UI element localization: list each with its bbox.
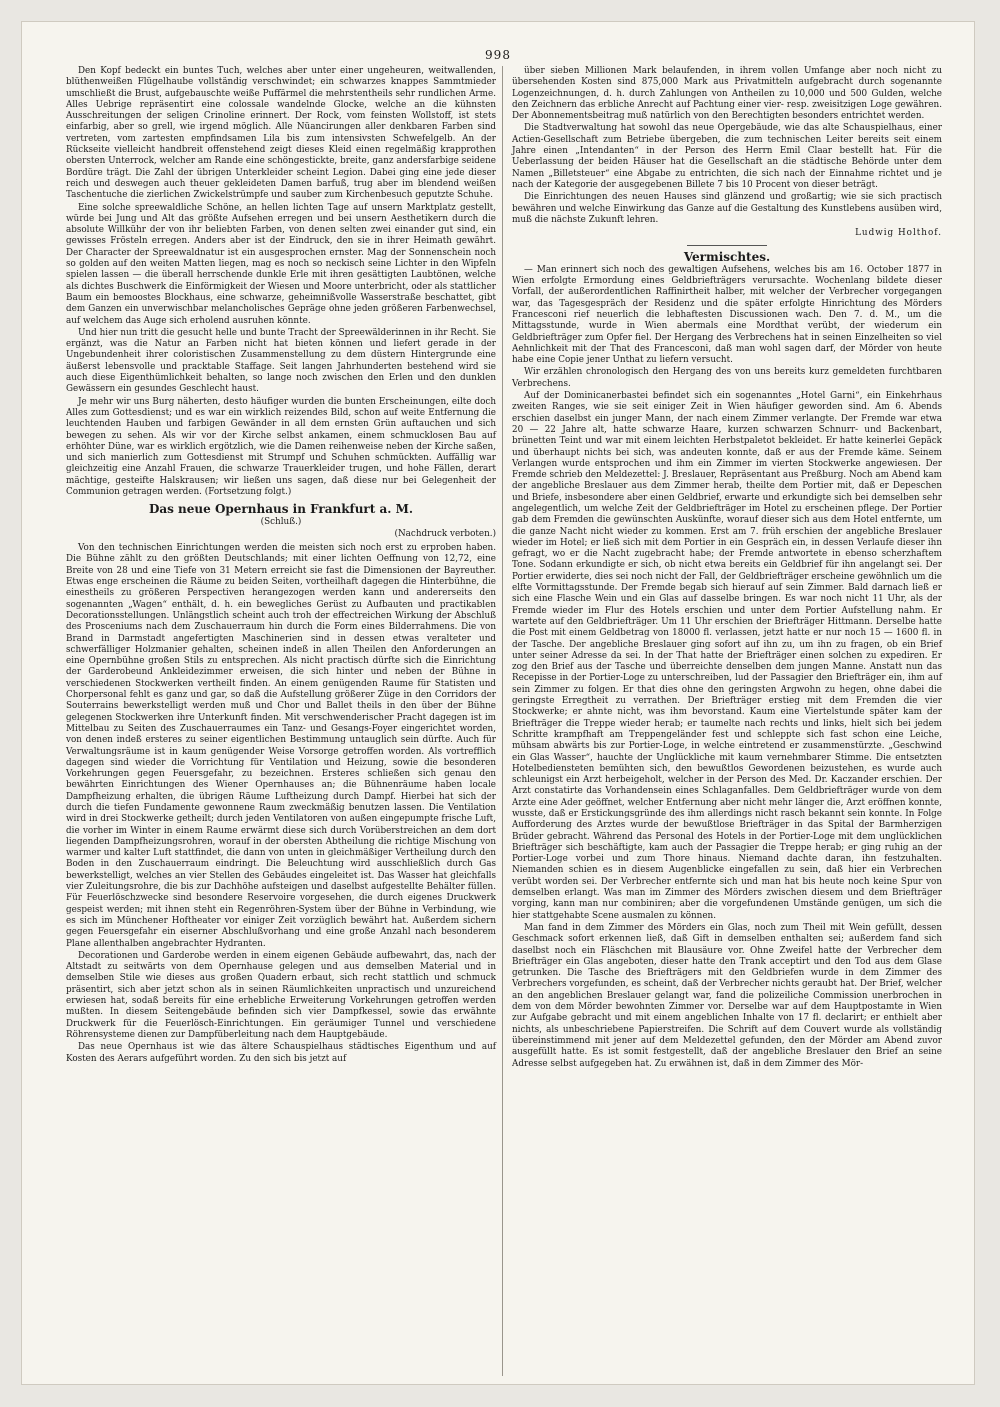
- newspaper-page: [22, 22, 974, 1384]
- paragraph: Die Einrichtungen des neuen Hauses sind glänzend und großartig; wie sie sich practisch bewähren und welche Einwirkung das Ganze auf die Gestaltung des Kunstlebens ausüben wird, muß die nächste Zukunft lehren.: [512, 192, 942, 225]
- page-number: 998: [485, 48, 511, 62]
- section-rule: [687, 245, 767, 246]
- paragraph: Decorationen und Garderobe werden in einem eigenen Gebäude aufbewahrt, das, nach der Altstadt zu seitwärts von dem Opernhause gelegen und aus demselben Material und in demselben Stile wie dieses aus großen Quadern erbaut, sich recht stattlich und schmuck präsentirt, sich aber jetzt schon als in seinen Räumlichkeiten unpractisch und unzureichend erwiesen hat, sodaß bereits für eine erhebliche Erweiterung Vorkehrungen getroffen werden mußten. In diesem Seitengebäude befinden sich vier Dampfkessel, sowie das erwähnte Druckwerk für die Feuerlösch-Einrichtungen. Ein geräumiger Tunnel und verschiedene Röhrensysteme dienen zur Dampfüberleitung nach dem Hauptgebäude.: [66, 950, 496, 1040]
- article-subtitle: (Schluß.): [260, 516, 302, 527]
- right-column: [512, 66, 942, 1071]
- paragraph: Die Stadtverwaltung hat sowohl das neue Opergebäude, wie das alte Schauspielhaus, einer Actien-Gesellschaft zum Betriebe übergeben, die zum technischen Leiter bereits seit einem Jahre einen „Intendanten“ in der Person des Herrn Emil Claar bestellt hat. Für die Ueberlassung der beiden Häuser hat die Gesellschaft an die städtische Behörde unter dem Namen „Billetsteuer“ eine Abgabe zu entrichten, die sich nach der Einnahme richtet und je nach der Kategorie der ausgegebenen Billete 7 bis 10 Procent von dieser beträgt.: [512, 123, 942, 190]
- column-divider: [502, 66, 503, 1376]
- article-title: Das neue Opernhaus in Frankfurt a. M.: [148, 502, 414, 517]
- paragraph: Von den technischen Einrichtungen werden die meisten sich noch erst zu erproben haben. Die Bühne zählt zu den größten Deutschlands; mit einer lichten Oeffnung von 12,72, eine Breite von 28 und eine Tiefe von 31 Metern erreicht sie fast die Dimensionen der Bayreuther. Etwas enge erscheinen die Räume zu beiden Seiten, vortheilhaft dagegen die Hinterbühne, die einestheils zu größeren Perspectiven herangezogen werden kann und andererseits den sogenannten „Wagen“ enthält, d. h. ein bewegliches Gerüst zu Aufbauten und practikablen Decorationsstellungen. Unlängstlich scheint auch troh der effectreichen Wirkung der Abschluß des Prosceniums nach dem Zuschauerraum hin durch die Form eines Bilderrahmens. Die von Brand in Darmstadt angefertigten Maschinerien sind in dessen etwas veralteter und schwerfälliger Holzmanier gehalten, scheinen indeß in allen Theilen den Anforderungen an eine Opernbühne großen Stils zu entsprechen. Als nicht practisch dürfte sich die Einrichtung der Garderobeund Ankleidezimmer erweisen, die sich hinter und neben der Bühne in verschiedenen Stockwerken vertheilt finden. An einem genügenden Raume für Statisten und Chorpersonal fehlt es ganz und gar, so daß die Aufstellung größerer Züge in den Corridors der Souterrains bewerkstelligt werden muß und Chor und Ballet theils in den über der Bühne gelegenen Stockwerken ihre Unterkunft finden. Mit verschwenderischer Pracht dagegen ist im Mittelbau zu Seiten des Zuschauerraumes ein Tanz- und Gesangs-Foyer eingerichtet worden, von denen indeß ersteres zu seiner eigentlichen Bestimmung untauglich sein dürfte. Auch für Verwaltungsräume ist in kaum genügender Weise Vorsorge getroffen worden. Als vortrefflich dagegen sind wieder die Vorrichtung für Ventilation und Heizung, sowie die besonderen Vorkehrungen gegen Feuersgefahr, zu bezeichnen. Ersteres schließen sich genau den bewährten Einrichtungen des Wiener Opernhauses an; die Bühnenräume haben locale Dampfheizung erhalten, die übrigen Räume Luftheizung durch Dampf. Hierbei hat sich der durch die tiefen Fundamente gewonnene Raum zweckmäßig benutzen lassen. Die Ventilation wird in drei Stockwerke getheilt; durch jeden Ventilatoren von außen eingepumpte frische Luft, die vorher im Winter in einem Raume erwärmt diese sich durch Vorüberstreichen an dem dort liegenden Dampfheizungsrohren, worauf in der obersten Abtheilung die richtige Mischung von warmer und kalter Luft stattfindet, die dann von unten in gleichmäßiger Vertheilung durch den Boden in den Zuschauerraum eindringt. Die Beleuchtung wird ausschließlich durch Gas bewerkstelligt, welches an vier Stellen des Gebäudes eingeleitet ist. Das Wasser hat gleichfalls vier Zuleitungsrohre, die bis zur Dachhöhe aufsteigen und daselbst aufgestellte Behälter füllen. Für Feuerlöschzwecke sind besondere Reservoire vorgesehen, die durch eigenes Druckwerk gespeist werden; mit ihnen steht ein Regenröhren-System über der Bühne in Verbindung, wie es sich im Münchener Hoftheater vor einiger Zeit vorzüglich bewährt hat. Außerdem sichern gegen Feuersgefahr ein eiserner Abschlußvorhang und eine große Anzahl nach besonderem Plane allenthalben angebrachter Hydranten.: [66, 543, 496, 949]
- paragraph: Das neue Opernhaus ist wie das ältere Schauspielhaus städtisches Eigenthum und auf Kosten des Aerars aufgeführt worden. Zu den sich bis jetzt auf: [66, 1042, 496, 1064]
- paragraph: — Man erinnert sich noch des gewaltigen Aufsehens, welches bis am 16. October 1877 in Wien erfolgte Ermordung eines Geldbriefträgers verursachte. Wochenlang bildete dieser Vorfall, der außerordentlichen Raffinirtheit halber, mit welcher der Verbrecher vorgegangen war, das Tagesgespräch der Residenz und die später erfolgte Hinrichtung des Mörders Francesconi rief neuerlich die lebhaftesten Discussionen wach. Den 7. d. M., um die Mittagsstunde, wurde in Wien abermals eine Mordthat verübt, der wiederum ein Geldbriefträger zum Opfer fiel. Der Hergang des Verbrechens hat in seinen Einzelheiten so viel Aehnlichkeit mit der That des Francesconi, daß man wohl sagen darf, der Mörder von heute habe eine Copie jener Unthat zu liefern versucht.: [512, 264, 942, 366]
- left-column: [66, 66, 496, 1066]
- author-signature: Ludwig Holthof.: [855, 228, 942, 239]
- paragraph: Und hier nun tritt die gesucht helle und bunte Tracht der Spreewälderinnen in ihr Recht. Sie ergänzt, was die Natur an Farben nicht hat bieten können und liefert gerade in der Ungebundenheit ihrer coloristischen Zusammenstellung zu dem düstern Hintergrunde eine äußerst lebensvolle und pracktable Staffage. Seit langen Jahrhunderten bestehend wird sie auch diese Eigenthümlichkeit behalten, so lange noch zwischen den Erlen und den dunklen Gewässern ein gesundes Geschlecht haust.: [66, 327, 496, 395]
- paragraph: Den Kopf bedeckt ein buntes Tuch, welches aber unter einer ungeheuren, weitwallenden, blüthenweißen Flügelhaube vollständig verschwindet; ein schwarzes knappes Sammtmieder umschließt die Brust, aufgebauschte weiße Puffärmel die mehrstentheils sehr rundlichen Arme. Alles Uebrige repräsentirt eine colossale wandelnde Glocke, welche an die kühnsten Ausschreitungen der seligen Crinoline erinnert. Der Rock, vom feinsten Wollstoff, ist stets einfarbig, aber so grell, wie irgend möglich. Alle Nüancirungen aller denkbaren Farben sind vertreten, vom zartesten empfindsamen Lila bis zum intensivsten Schwefelgelb. An der Rückseite vielleicht handbreit offenstehend zeigt dieses Kleid einen regelmäßig krapprothen obersten Unterrock, welcher am Rande eine schöngestickte, breite, ganz andersfarbige seidene Bordüre trägt. Die Zahl der übrigen Unterkleider scheint Legion. Dabei ging eine jede dieser reich und deswegen auch theuer gekleideten Damen barfuß, trug aber im blendend weißen Taschentuche die zierlichen Zwickelstrümpfe und sauber zum Kirchenbesuch geputzte Schuhe.: [66, 66, 496, 201]
- article-note: (Nachdruck verboten.): [394, 528, 496, 539]
- paragraph: Je mehr wir uns Burg näherten, desto häufiger wurden die bunten Erscheinungen, eilte doch Alles zum Gottesdienst; und es war ein wirklich reizendes Bild, schon auf weite Entfernung die leuchtenden Hauben und farbigen Gewänder in all dem ernsten Grün auftauchen und sich bewegen zu sehen. Als wir vor der Kirche selbst ankamen, einem schmucklosen Bau auf erhöhter Düne, war es wirklich ergötzlich, wie die Damen reihenweise neben der Kirche saßen, und sich manierlich zum Gottesdienst mit Strumpf und Schuhen schmückten. Auffällig war gleichzeitig eine Anzahl Frauen, die schwarze Trauerkleider trugen, und hohe Fällen, derart mächtige, gesteifte Halskrausen; wir ließen uns sagen, daß diese nur bei Gelegenheit der Communion getragen werden. (Fortsetzung folgt.): [66, 396, 496, 497]
- section-title: Vermischtes.: [683, 250, 771, 265]
- paragraph: Man fand in dem Zimmer des Mörders ein Glas, noch zum Theil mit Wein gefüllt, dessen Geschmack sofort erkennen ließ, daß Gift in demselben enthalten sei; außerdem fand sich daselbst noch ein Fläschchen mit Blausäure vor. Ohne Zweifel hatte der Verbrecher dem Briefträger ein Glas angeboten, dieser hatte den Trank acceptirt und den Tod aus dem Glase getrunken. Die Tasche des Briefträgers mit den Geldbriefen wurde in dem Zimmer des Verbrechers vorgefunden, es scheint, daß der Verbrecher nichts geraubt hat. Der Brief, welcher an den angeblichen Breslauer gelangt war, fand die polizeiliche Commission unerbrochen in dem von dem Mörder bewohnten Zimmer vor. Derselbe war auf dem Hauptpostamte in Wien zur Aufgabe gebracht und mit einem angeblichen Inhalte von 17 fl. declarirt; er enthielt aber nichts, als unbeschriebene Papierstreifen. Die Schrift auf dem Couvert wurde als vollständig übereinstimmend mit jener auf dem Meldezettel gefunden, den der Mörder am Abend zuvor ausgefüllt hatte. Es ist somit festgestellt, daß der angebliche Breslauer den Brief an seine Adresse selbst aufgegeben hat. Zu erwähnen ist, daß in dem Zimmer des Mör-: [512, 922, 942, 1069]
- paragraph: Auf der Dominicanerbastei befindet sich ein sogenanntes „Hotel Garni“, ein Einkehrhaus zweiten Ranges, wie sie seit einiger Zeit in Wien häufiger geworden sind. Am 6. Abends erschien daselbst ein junger Mann, der nach einem Zimmer verlangte. Der Fremde war etwa 20 — 22 Jahre alt, hatte schwarze Haare, kurzen schwarzen Schnurr- und Backenbart, brünetten Teint und war mit einem leichten Herbstpaletot bekleidet. Er hatte keinerlei Gepäck und überhaupt nichts bei sich, was andeuten konnte, daß er aus der Fremde käme. Seinem Verlangen wurde entsprochen und ihm ein Zimmer im vierten Stockwerke angewiesen. Der Fremde schrieb den Meldezettel: J. Breslauer, Repräsentant aus Preßburg. Noch am Abend kam der angebliche Breslauer aus dem Zimmer herab, theilte dem Portier mit, daß er Depeschen und Briefe, insbesondere aber einen Geldbrief, erwarte und erkundigte sich bei demselben sehr angelegentlich, um welche Zeit der Geldbriefträger im Hotel zu erscheinen pflege. Der Portier gab dem Fremden die gewünschten Auskünfte, worauf dieser sich aus dem Hotel entfernte, um die ganze Nacht nicht wieder zu kommen. Erst am 7. früh erschien der angebliche Breslauer wieder im Hotel; er ließ sich mit dem Portier in ein Gespräch ein, in dessen Verlaufe dieser ihn gefragt, wo er die Nacht zugebracht habe; der Fremde antwortete in ebenso scherzhaftem Tone. Sodann erkundigte er sich, ob nicht etwa bereits ein Geldbrief für ihn angelangt sei. Der Portier erwiderte, dies sei noch nicht der Fall, der Geldbriefträger erscheine gewöhnlich um die elfte Vormittagsstunde. Der Fremde begab sich hierauf auf sein Zimmer. Bald darnach ließ er sich eine Flasche Wein und ein Glas auf dasselbe bringen. Es war noch nicht 11 Uhr, als der Fremde wieder im Flur des Hotels erschien und unter dem Portier Aufstellung nahm. Er wartete auf den Geldbriefträger. Um 11 Uhr erschien der Briefträger Hittmann. Derselbe hatte die Post mit einem Geldbetrag von 18000 fl. verlassen, jetzt hatte er nur noch 15 — 1600 fl. in der Tasche. Der angebliche Breslauer ging sofort auf ihn zu, um ihn zu fragen, ob ein Brief unter seiner Adresse da sei. In der That hatte der Briefträger einen solchen zu expediren. Er zog den Brief aus der Tasche und überreichte denselben dem jungen Manne. Anstatt nun das Recepisse in der Portier-Loge zu unterschreiben, lud der Passagier den Briefträger ein, ihm auf sein Zimmer zu folgen. Er that dies ohne den geringsten Argwohn zu hegen, ohne dabei die geringste Erregtheit zu verrathen. Der Briefträger erstieg mit dem Fremden die vier Stockwerke; er ahnte nicht, was ihm bevorstand. Kaum eine Viertelstunde später kam der Briefträger die Treppe wieder herab; er taumelte nach rechts und links, hielt sich bei jedem Schritte krampfhaft am Treppengeländer fest und schleppte sich fast schon eine Leiche, mühsam abwärts bis zur Portier-Loge, in welche eintretend er zusammenstürzte. „Geschwind ein Glas Wasser“, hauchte der Unglückliche mit kaum vernehmbarer Stimme. Die entsetzten Hotelbediensteten bemühten sich, den bewußtlos Gewordenen beizustehen, es wurde auch schleunigst ein Arzt herbeigeholt, welcher in der Person des Med. Dr. Kaczander erschien. Der Arzt constatirte das Vorhandensein eines Schlaganfalles. Dem Geldbriefträger wurde von dem Arzte eine Ader geöffnet, welcher Entfernung aber nicht mehr länger die, Arzt eröffnen konnte, wusste, daß er Erstickungsgründe des ihm allerdings nicht rasch bekannt sein konnte. In Folge Aufforderung des Arztes wurde der bewußtlose Briefträger in das Spital der Barmherzigen Brüder gebracht. Während das Personal des Hotels in der Portier-Loge mit dem unglücklichen Briefträger sich beschäftigte, kam auch der Passagier die Treppe herab; er ging ruhig an der Portier-Loge vorbei und zum Thore hinaus. Niemand dachte daran, ihn festzuhalten. Niemanden schien es in diesem Augenblicke eingefallen zu sein, daß hier ein Verbrechen verübt worden sei. Der Verbrecher entfernte sich und man hat bis heute noch keine Spur von demselben erlangt. Was man im Zimmer des Mörders zwischen diesem und dem Briefträger vorging, kann man nur combiniren; aber die vorgefundenen Umstände genügen, um sich die hier stattgehabte Scene ausmalen zu können.: [512, 391, 942, 921]
- paragraph: über sieben Millionen Mark belaufenden, in ihrem vollen Umfange aber noch nicht zu übersehenden Kosten sind 875,000 Mark aus Privatmitteln aufgebracht durch sogenannte Logenzeichnungen, d. h. durch Zahlungen von Antheilen zu 10,000 und 500 Gulden, welche den Zeichnern das erbliche Anrecht auf Pachtung einer vier- resp. zweisitzigen Loge gewähren. Der Abonnementsbeitrag muß natürlich von den Berechtigten besonders entrichtet werden.: [512, 66, 942, 122]
- paragraph: Wir erzählen chronologisch den Hergang des von uns bereits kurz gemeldeten furchtbaren Verbrechens.: [512, 367, 942, 389]
- paragraph: Eine solche spreewaldliche Schöne, an hellen lichten Tage auf unsern Marktplatz gestellt, würde bei Jung und Alt das größte Aufsehen erregen und bei unsern Aesthetikern durch die absolute Willkühr der von ihr beliebten Farben, von denen selten zwei einander gut sind, ein gewisses Frösteln erregen. Anders aber ist der Eindruck, den sie in ihrer Heimath gewährt. Der Character der Spreewaldnatur ist ein ausgesprochen ernster. Mag der Sonnenschein noch so golden auf den weiten Matten liegen, mag es noch so neckisch seine Lichter in den Wipfeln spielen lassen — die überall herrschende dunkle Erle mit ihren gesättigten Laubtönen, welche als dichtes Buschwerk die Einförmigkeit der Wiesen und Moore unterbricht, oder als stattlicher Baum ein bemoostes Blockhaus, eine schwarze, geheimnißvolle Wasserstraße beschattet, gibt dem Ganzen ein unverwischbar melancholisches Gepräge ohne jeden größeren Farbenwechsel, auf welchem das Auge sich erholend ausruhen könnte.: [66, 202, 496, 326]
